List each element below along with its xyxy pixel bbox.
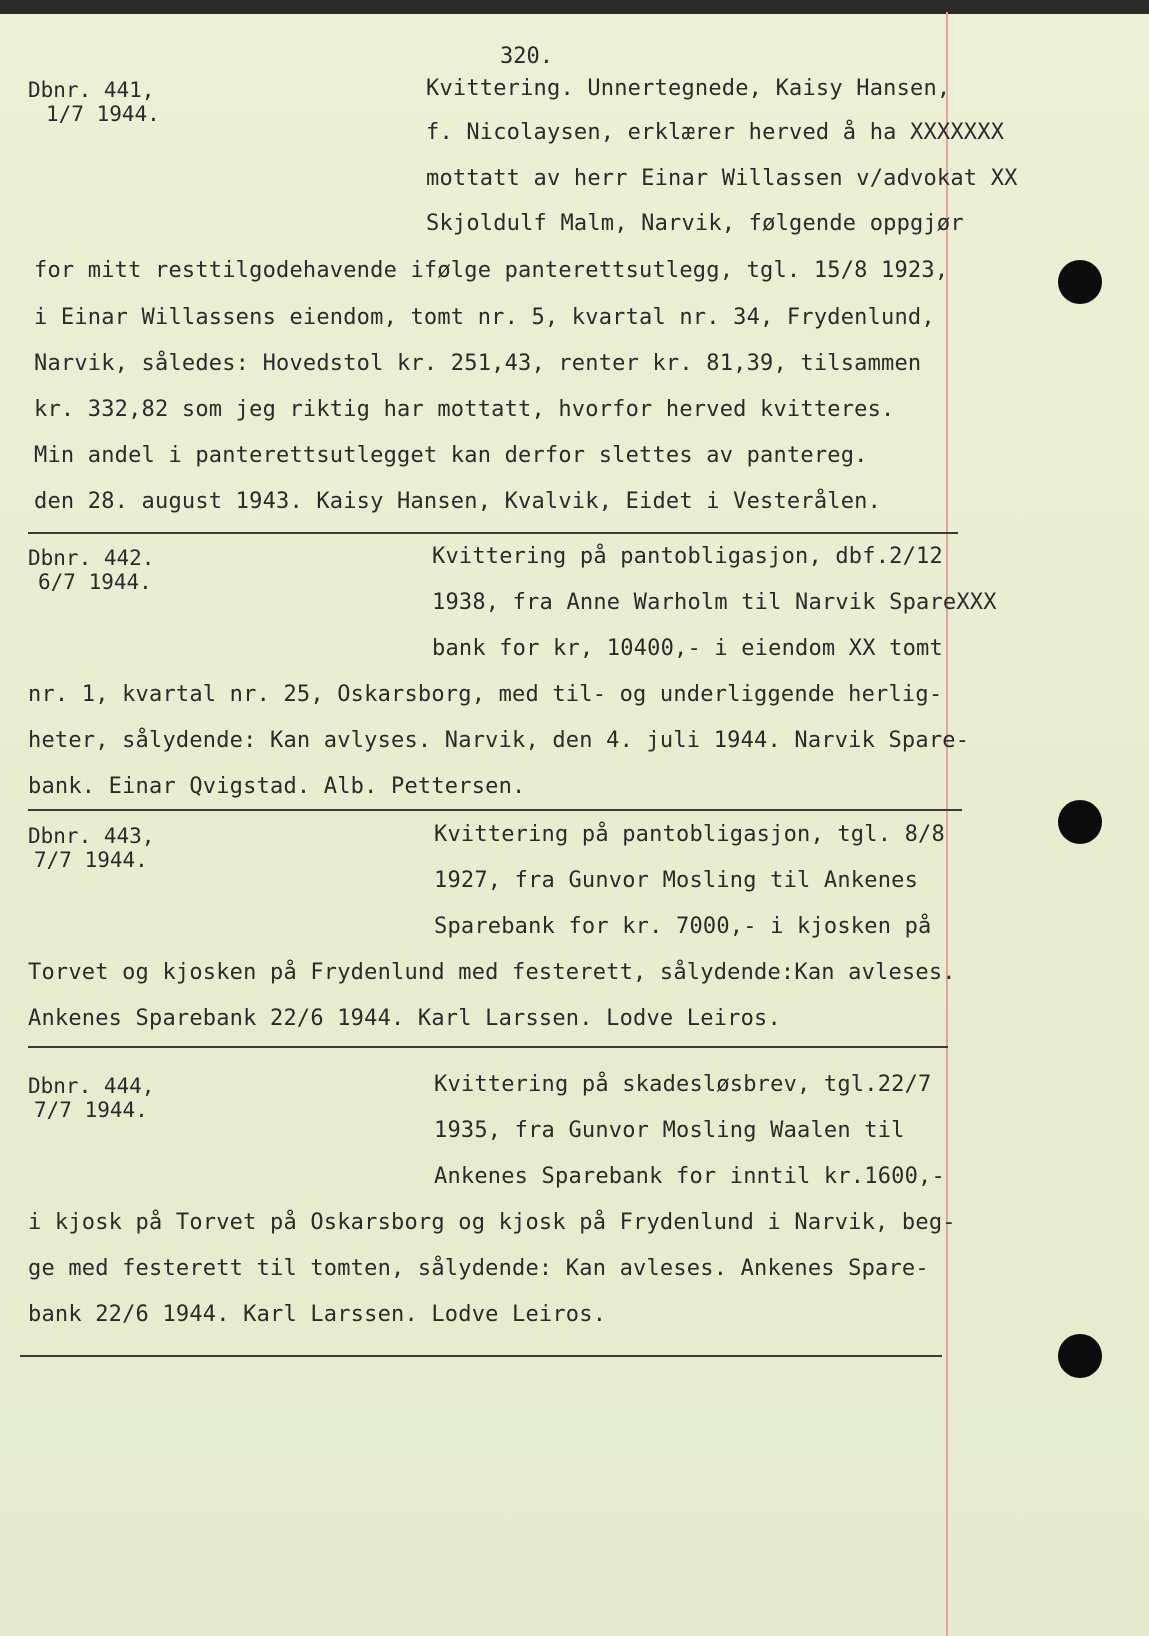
entry-text-line: bank. Einar Qvigstad. Alb. Pettersen.: [28, 774, 526, 799]
entry-text-line: Narvik, således: Hovedstol kr. 251,43, renter kr. 81,39, tilsammen: [34, 351, 922, 376]
entry-text-line: Ankenes Sparebank for inntil kr.1600,-: [434, 1164, 945, 1189]
binder-hole: [1058, 800, 1102, 844]
entry-text-line: 1927, fra Gunvor Mosling til Ankenes: [434, 868, 919, 893]
entry-text-line: Kvittering på pantobligasjon, tgl. 8/8: [434, 822, 945, 847]
entry-text-line: bank for kr, 10400,- i eiendom XX tomt: [432, 636, 943, 661]
entry-text-line: Skjoldulf Malm, Narvik, følgende oppgjør: [426, 211, 964, 236]
entry-divider: [20, 1355, 942, 1357]
entry-reference: Dbnr. 444, 7/7 1944.: [28, 1074, 155, 1122]
entry-text-line: ge med festerett til tomten, sålydende: Kan avleses. Ankenes Spare-: [28, 1256, 929, 1281]
entry-text-line: mottatt av herr Einar Willassen v/advokat XX: [426, 166, 1018, 191]
entry-divider: [28, 809, 962, 811]
margin-line: [946, 12, 948, 1636]
entry-text-line: Kvittering på skadesløsbrev, tgl.22/7: [434, 1072, 932, 1097]
entry-text-line: kr. 332,82 som jeg riktig har mottatt, hvorfor herved kvitteres.: [34, 397, 895, 422]
entry-text-line: Min andel i panterettsutlegget kan derfor slettes av pantereg.: [34, 443, 868, 468]
binder-hole: [1058, 1334, 1102, 1378]
entry-text-line: Ankenes Sparebank 22/6 1944. Karl Larssen. Lodve Leiros.: [28, 1006, 781, 1031]
entry-text-line: 1935, fra Gunvor Mosling Waalen til: [434, 1118, 905, 1143]
page-number: 320.: [500, 44, 553, 69]
entry-text-line: den 28. august 1943. Kaisy Hansen, Kvalvik, Eidet i Vesterålen.: [34, 489, 882, 514]
entry-text-line: Torvet og kjosken på Frydenlund med festerett, sålydende:Kan avleses.: [28, 960, 956, 985]
entry-text-line: f. Nicolaysen, erklærer herved å ha XXXXXXX: [426, 120, 1005, 145]
entry-text-line: for mitt resttilgodehavende ifølge panterettsutlegg, tgl. 15/8 1923,: [34, 258, 949, 283]
entry-text-line: 1938, fra Anne Warholm til Narvik SpareXXX: [432, 590, 997, 615]
entry-text-line: Kvittering. Unnertegnede, Kaisy Hansen,: [426, 76, 951, 101]
entry-text-line: heter, sålydende: Kan avlyses. Narvik, den 4. juli 1944. Narvik Spare-: [28, 728, 970, 753]
entry-reference: Dbnr. 443, 7/7 1944.: [28, 824, 155, 872]
scan-top-edge: [0, 0, 1149, 14]
entry-text-line: i kjosk på Torvet på Oskarsborg og kjosk på Frydenlund i Narvik, beg-: [28, 1210, 956, 1235]
entry-text-line: Kvittering på pantobligasjon, dbf.2/12: [432, 544, 943, 569]
entry-text-line: Sparebank for kr. 7000,- i kjosken på: [434, 914, 932, 939]
entry-text-line: i Einar Willassens eiendom, tomt nr. 5, kvartal nr. 34, Frydenlund,: [34, 305, 935, 330]
entry-divider: [28, 532, 958, 534]
entry-divider: [28, 1046, 948, 1048]
entry-reference: Dbnr. 441, 1/7 1944.: [28, 78, 160, 126]
binder-hole: [1058, 260, 1102, 304]
entry-text-line: bank 22/6 1944. Karl Larssen. Lodve Leiros.: [28, 1302, 607, 1327]
entry-text-line: nr. 1, kvartal nr. 25, Oskarsborg, med til- og underliggende herlig-: [28, 682, 943, 707]
entry-reference: Dbnr. 442. 6/7 1944.: [28, 546, 155, 594]
